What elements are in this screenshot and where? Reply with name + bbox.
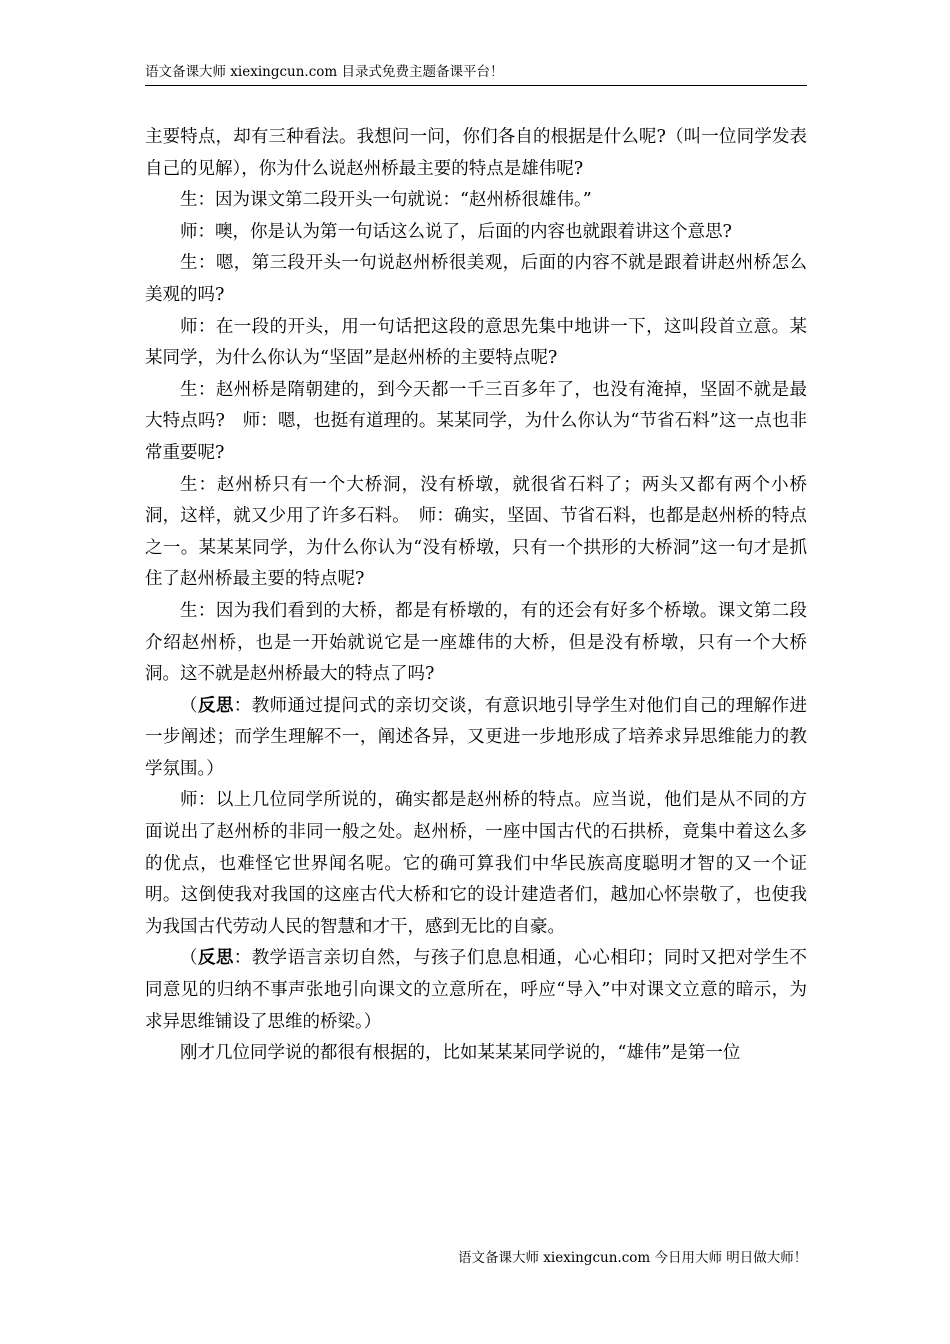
- paragraph-8: 生：因为我们看到的大桥，都是有桥墩的，有的还会有好多个桥墩。课文第二段介绍赵州桥，也是一开始就说它是一座雄伟的大桥，但是没有桥墩，只有一个大桥洞。这不就是赵州桥最大的特点了吗?: [145, 600, 807, 685]
- paragraph-2: 生：因为课文第二段开头一句就说：“赵州桥很雄伟。”: [180, 190, 592, 211]
- reflection-text: ：教师通过提问式的亲切交谈，有意识地引导学生对他们自己的理解作进一步阐述；而学生理解不一，阐述各异，又更进一步地形成了培养求异思维能力的教学氛围。）: [145, 695, 808, 779]
- paragraph-5: 师：在一段的开头，用一句话把这段的意思先集中地讲一下，这叫段首立意。某某同学，为什么你认为“坚固”是赵州桥的主要特点呢?: [145, 316, 807, 369]
- reflection-label: 反思: [197, 695, 234, 716]
- reflection-open-paren: （: [180, 695, 198, 716]
- page-footer: 语文备课大师 xiexingcun.com 今日用大师 明日做大师！: [458, 1250, 808, 1266]
- document-body: [145, 122, 807, 1070]
- paragraph-3: 师：噢，你是认为第一句话这么说了，后面的内容也就跟着讲这个意思?: [180, 221, 732, 242]
- reflection-open-paren: （: [180, 948, 198, 969]
- reflection-paragraph-2: [145, 943, 807, 1038]
- paragraph-10: 师：以上几位同学所说的，确实都是赵州桥的特点。应当说，他们是从不同的方面说出了赵州桥的非同一般之处。赵州桥，一座中国古代的石拱桥，竟集中着这么多的优点，也难怪它世界闻名呢。它的确可算我们中华民族高度聪明才智的又一个证明。这倒使我对我国的这座古代大桥和它的设计建造者们，越加心怀崇敬了，也使我为我国古代劳动人民的智慧和才干，感到无比的自豪。: [145, 790, 807, 937]
- paragraph-4: 生：嗯，第三段开头一句说赵州桥很美观，后面的内容不就是跟着讲赵州桥怎么美观的吗?: [145, 253, 807, 305]
- paragraph-6: 生：赵州桥是隋朝建的，到今天都一千三百多年了，也没有淹掉，坚固不就是最大特点吗? 师：嗯，也挺有道理的。某某同学，为什么你认为“节省石料”这一点也非常重要呢?: [145, 379, 807, 463]
- reflection-text: ：教学语言亲切自然，与孩子们息息相通，心心相印；同时又把对学生不同意见的归纳不事声张地引向课文的立意所在，呼应“导入”中对课文立意的暗示，为求异思维铺设了思维的桥梁。）: [145, 948, 808, 1032]
- page-header: 语文备课大师 xiexingcun.com 目录式免费主题备课平台！: [145, 62, 807, 86]
- reflection-paragraph-1: [145, 691, 807, 786]
- reflection-label: 反思: [197, 948, 234, 969]
- paragraph-12: 刚才几位同学说的都很有根据的，比如某某某同学说的，“雄伟”是第一位: [180, 1043, 741, 1064]
- paragraph-1: 主要特点，却有三种看法。我想问一问，你们各自的根据是什么呢?（叫一位同学发表自己的见解），你为什么说赵州桥最主要的特点是雄伟呢?: [145, 127, 807, 179]
- paragraph-7: 生：赵州桥只有一个大桥洞，没有桥墩，就很省石料了；两头又都有两个小桥洞，这样，就又少用了许多石料。 师：确实，坚固、节省石料，也都是赵州桥的特点之一。某某某同学，为什么你认为“没有桥墩，只有一个拱形的大桥洞”这一句才是抓住了赵州桥最主要的特点呢?: [145, 474, 807, 590]
